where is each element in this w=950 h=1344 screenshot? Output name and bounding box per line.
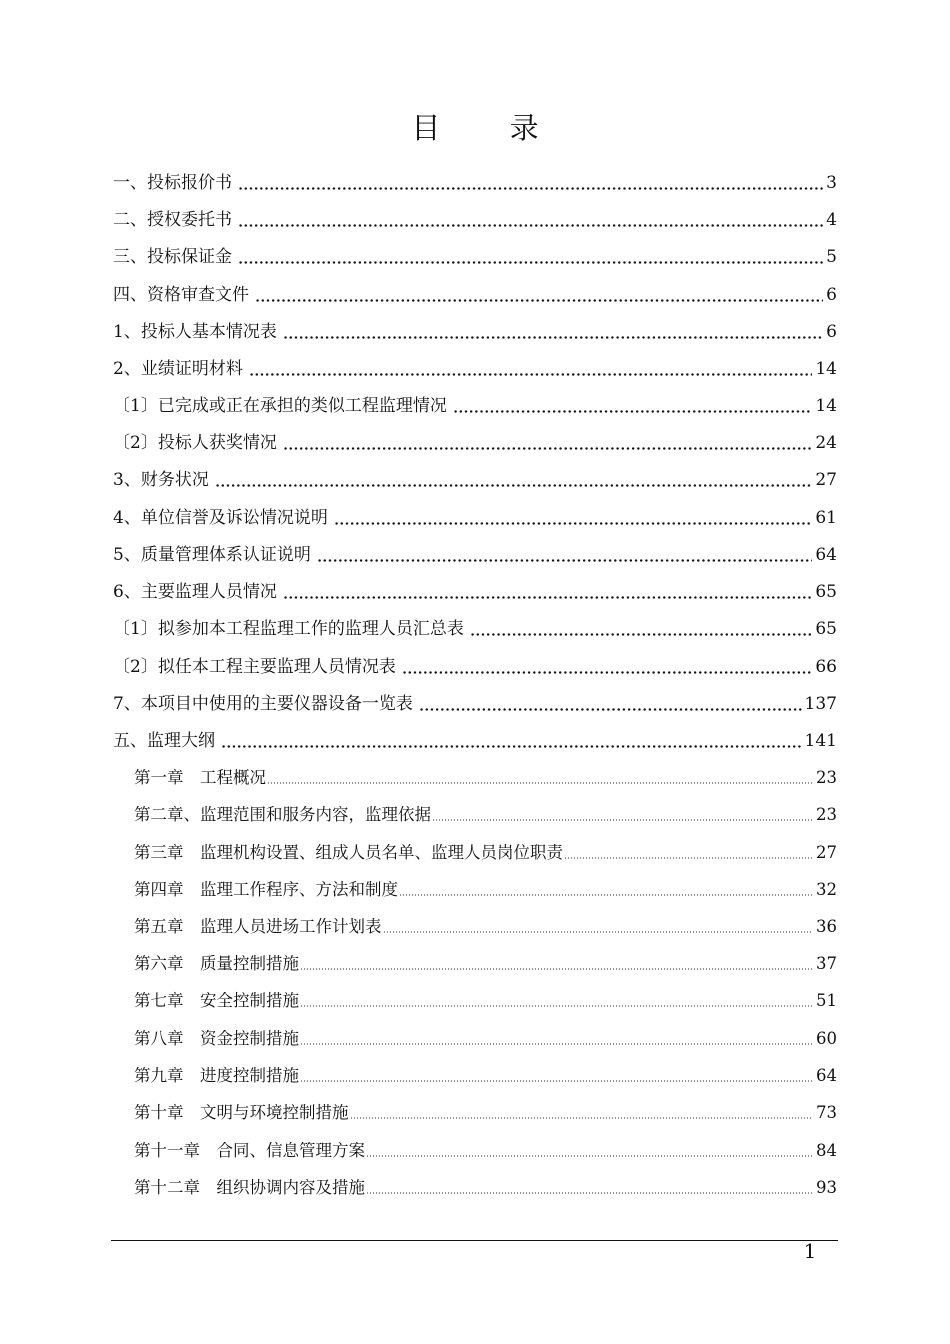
dot-leader bbox=[267, 782, 812, 784]
dot-leader bbox=[399, 894, 812, 896]
dot-leader bbox=[238, 261, 823, 264]
toc-chapter-entry[interactable] bbox=[134, 951, 837, 977]
toc-entry[interactable] bbox=[113, 393, 837, 419]
dot-leader bbox=[470, 633, 813, 636]
toc-entry-page: 73 bbox=[816, 1103, 837, 1122]
toc-entry-label: 〔2〕拟任本工程主要监理人员情况表 bbox=[113, 657, 396, 677]
page-title: 目 录 bbox=[411, 111, 569, 145]
toc-chapter-entry[interactable] bbox=[134, 1175, 837, 1201]
toc-entry-label: 第八章 资金控制措施 bbox=[134, 1029, 299, 1048]
dot-leader bbox=[300, 1043, 812, 1045]
dot-leader bbox=[366, 1155, 812, 1157]
toc-entry-label: 1、投标人基本情况表 bbox=[113, 322, 277, 342]
toc-entry[interactable] bbox=[113, 207, 837, 233]
toc-entry-page: 5 bbox=[826, 247, 837, 267]
toc-entry[interactable] bbox=[113, 319, 837, 345]
toc-entry-page: 64 bbox=[815, 545, 837, 565]
toc-entry-page: 65 bbox=[815, 582, 837, 602]
dot-leader bbox=[221, 745, 802, 748]
toc-entry-label: 第九章 进度控制措施 bbox=[134, 1066, 299, 1085]
page-number: 1 bbox=[803, 1239, 817, 1263]
toc-entry[interactable] bbox=[113, 467, 837, 493]
toc-chapter-entry[interactable] bbox=[134, 765, 837, 791]
toc-entry[interactable] bbox=[113, 282, 837, 308]
toc-entry[interactable] bbox=[113, 244, 837, 270]
toc-entry[interactable] bbox=[113, 654, 837, 680]
toc-entry-label: 3、财务状况 bbox=[113, 470, 209, 490]
toc-entry[interactable] bbox=[113, 616, 837, 642]
dot-leader bbox=[350, 1117, 813, 1119]
toc-chapter-entry[interactable] bbox=[134, 1138, 837, 1164]
toc-entry-label: 第十一章 合同、信息管理方案 bbox=[134, 1141, 365, 1160]
dot-leader bbox=[215, 484, 813, 487]
toc-entry-page: 137 bbox=[804, 694, 837, 714]
toc-chapter-entry[interactable] bbox=[134, 914, 837, 940]
dot-leader bbox=[238, 224, 823, 227]
toc-entry-label: 第六章 质量控制措施 bbox=[134, 954, 299, 973]
toc-chapter-entry[interactable] bbox=[134, 840, 837, 866]
toc-chapter-entry[interactable] bbox=[134, 877, 837, 903]
toc-entry-label: 〔1〕拟参加本工程监理工作的监理人员汇总表 bbox=[113, 619, 464, 639]
toc-entry-page: 93 bbox=[816, 1178, 837, 1197]
toc-entry-page: 14 bbox=[815, 359, 837, 379]
toc-entry-page: 6 bbox=[826, 285, 837, 305]
toc-chapter-entry[interactable] bbox=[134, 988, 837, 1014]
toc-entry-label: 6、主要监理人员情况 bbox=[113, 582, 277, 602]
toc-entry-label: 第五章 监理人员进场工作计划表 bbox=[134, 917, 382, 936]
toc-entry-label: 第十二章 组织协调内容及措施 bbox=[134, 1178, 365, 1197]
toc-entry-label: 五、监理大纲 bbox=[113, 731, 215, 751]
toc-entry-page: 60 bbox=[816, 1029, 837, 1048]
toc-chapter-entry[interactable] bbox=[134, 1100, 837, 1126]
toc-entry-page: 32 bbox=[816, 880, 837, 899]
toc-entry-page: 64 bbox=[816, 1066, 837, 1085]
toc-entry-label: 〔2〕投标人获奖情况 bbox=[113, 433, 277, 453]
dot-leader bbox=[317, 559, 813, 562]
toc-entry-label: 一、投标报价书 bbox=[113, 173, 232, 193]
dot-leader bbox=[255, 299, 823, 302]
toc-entry-label: 〔1〕已完成或正在承担的类似工程监理情况 bbox=[113, 396, 447, 416]
toc-entry-label: 7、本项目中使用的主要仪器设备一览表 bbox=[113, 694, 413, 714]
toc-entry-label: 第二章、监理范围和服务内容，监理依据 bbox=[134, 805, 431, 824]
toc-entry-label: 2、业绩证明材料 bbox=[113, 359, 243, 379]
dot-leader bbox=[383, 931, 813, 933]
toc-entry-page: 24 bbox=[815, 433, 837, 453]
dot-leader bbox=[366, 1192, 812, 1194]
toc-entry-label: 5、质量管理体系认证说明 bbox=[113, 545, 311, 565]
dot-leader bbox=[300, 1005, 812, 1007]
toc-entry[interactable] bbox=[113, 356, 837, 382]
dot-leader bbox=[283, 447, 813, 450]
toc-entry-label: 三、投标保证金 bbox=[113, 247, 232, 267]
toc-entry-page: 61 bbox=[815, 508, 837, 528]
toc-entry[interactable] bbox=[113, 170, 837, 196]
toc-entry-label: 二、授权委托书 bbox=[113, 210, 232, 230]
toc-entry-page: 27 bbox=[816, 843, 837, 862]
toc-entry-page: 51 bbox=[816, 991, 837, 1010]
toc-entry-page: 23 bbox=[816, 768, 837, 787]
dot-leader bbox=[300, 1080, 812, 1082]
toc-entry-page: 84 bbox=[816, 1141, 837, 1160]
toc-chapter-entry[interactable] bbox=[134, 1063, 837, 1089]
toc-entry-page: 3 bbox=[826, 173, 837, 193]
dot-leader bbox=[249, 373, 813, 376]
footer-divider bbox=[111, 1240, 838, 1241]
dot-leader bbox=[238, 187, 823, 190]
toc-entry[interactable] bbox=[113, 505, 837, 531]
toc-entry-page: 37 bbox=[816, 954, 837, 973]
toc-entry-page: 65 bbox=[815, 619, 837, 639]
dot-leader bbox=[564, 857, 812, 859]
toc-entry[interactable] bbox=[113, 728, 837, 754]
toc-entry-label: 四、资格审查文件 bbox=[113, 285, 249, 305]
toc-chapter-entry[interactable] bbox=[134, 1026, 837, 1052]
toc-entry-label: 第一章 工程概况 bbox=[134, 768, 266, 787]
toc-entry-page: 27 bbox=[815, 470, 837, 490]
toc-entry-label: 第三章 监理机构设置、组成人员名单、监理人员岗位职责 bbox=[134, 843, 563, 862]
dot-leader bbox=[283, 336, 823, 339]
toc-entry-page: 23 bbox=[816, 805, 837, 824]
dot-leader bbox=[300, 968, 812, 970]
dot-leader bbox=[283, 596, 813, 599]
dot-leader bbox=[419, 708, 802, 711]
toc-entry-label: 第七章 安全控制措施 bbox=[134, 991, 299, 1010]
toc-entry[interactable] bbox=[113, 691, 837, 717]
toc-entry-page: 36 bbox=[816, 917, 837, 936]
toc-entry-label: 第四章 监理工作程序、方法和制度 bbox=[134, 880, 398, 899]
toc-entry-page: 4 bbox=[826, 210, 837, 230]
toc-entry-page: 66 bbox=[815, 657, 837, 677]
dot-leader bbox=[334, 522, 813, 525]
dot-leader bbox=[432, 819, 812, 821]
toc-entry-label: 第十章 文明与环境控制措施 bbox=[134, 1103, 349, 1122]
toc-entry[interactable] bbox=[113, 542, 837, 568]
toc-entry-page: 6 bbox=[826, 322, 837, 342]
toc-entry-page: 141 bbox=[804, 731, 837, 751]
dot-leader bbox=[453, 410, 813, 413]
dot-leader bbox=[402, 671, 813, 674]
toc-entry[interactable] bbox=[113, 430, 837, 456]
toc-entry[interactable] bbox=[113, 579, 837, 605]
toc-entry-page: 14 bbox=[815, 396, 837, 416]
toc-chapter-entry[interactable] bbox=[134, 802, 837, 828]
toc-entry-label: 4、单位信誉及诉讼情况说明 bbox=[113, 508, 328, 528]
